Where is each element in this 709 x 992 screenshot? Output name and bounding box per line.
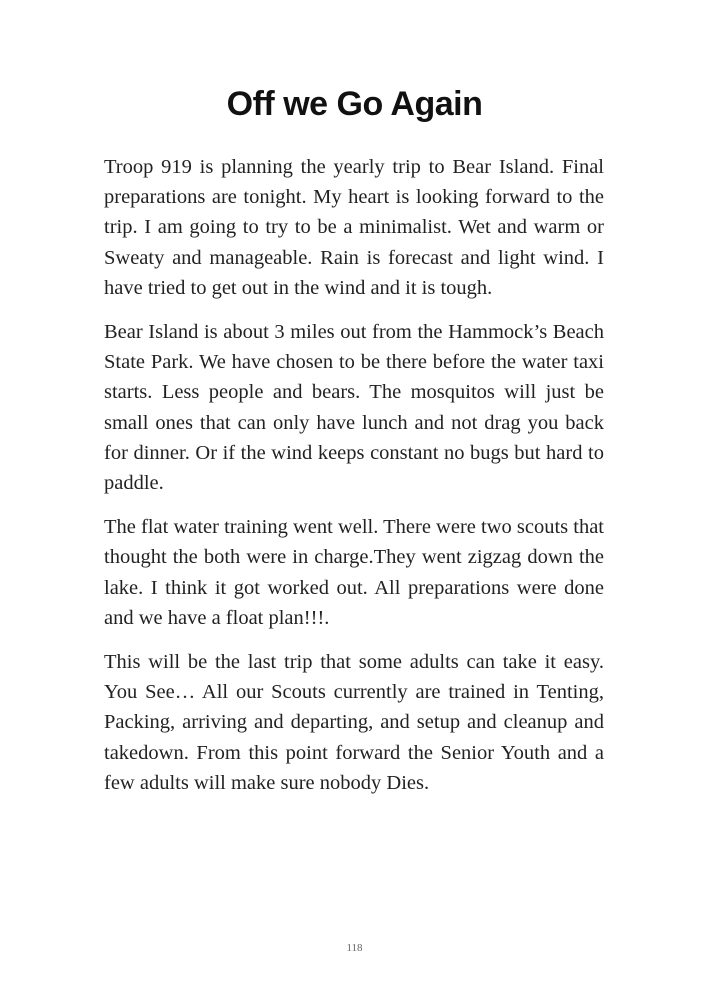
body-text (104, 152, 604, 812)
paragraph: Troop 919 is planning the yearly trip to Bear Island. Final preparations are tonight. My heart is looking forward to the trip. I am going to try to be a minimalist. Wet and warm or Sweaty and manageable. Rain is forecast and light wind. I have tried to get out in the wind and it is tough. (104, 156, 604, 299)
paragraph: This will be the last trip that some adults can take it easy. You See… All our Scouts currently are trained in Tenting, Packing, arriving and departing, and setup and cleanup and takedown. From this point forward the Senior Youth and a few adults will make sure nobody Dies. (104, 651, 604, 794)
paragraph: Bear Island is about 3 miles out from the Hammock’s Beach State Park. We have chosen to be there before the water taxi starts. Less people and bears. The mosquitos will just be small ones that can only have lunch and not drag you back for dinner. Or if the wind keeps constant no bugs but hard to paddle. (104, 321, 604, 495)
page-title: Off we Go Again (226, 85, 483, 123)
paragraph: The flat water training went well. There were two scouts that thought the both were in charge.They went zigzag down the lake. I think it got worked out. All preparations were done and we have a float plan!!!. (104, 516, 604, 629)
page-number: 118 (346, 942, 363, 954)
